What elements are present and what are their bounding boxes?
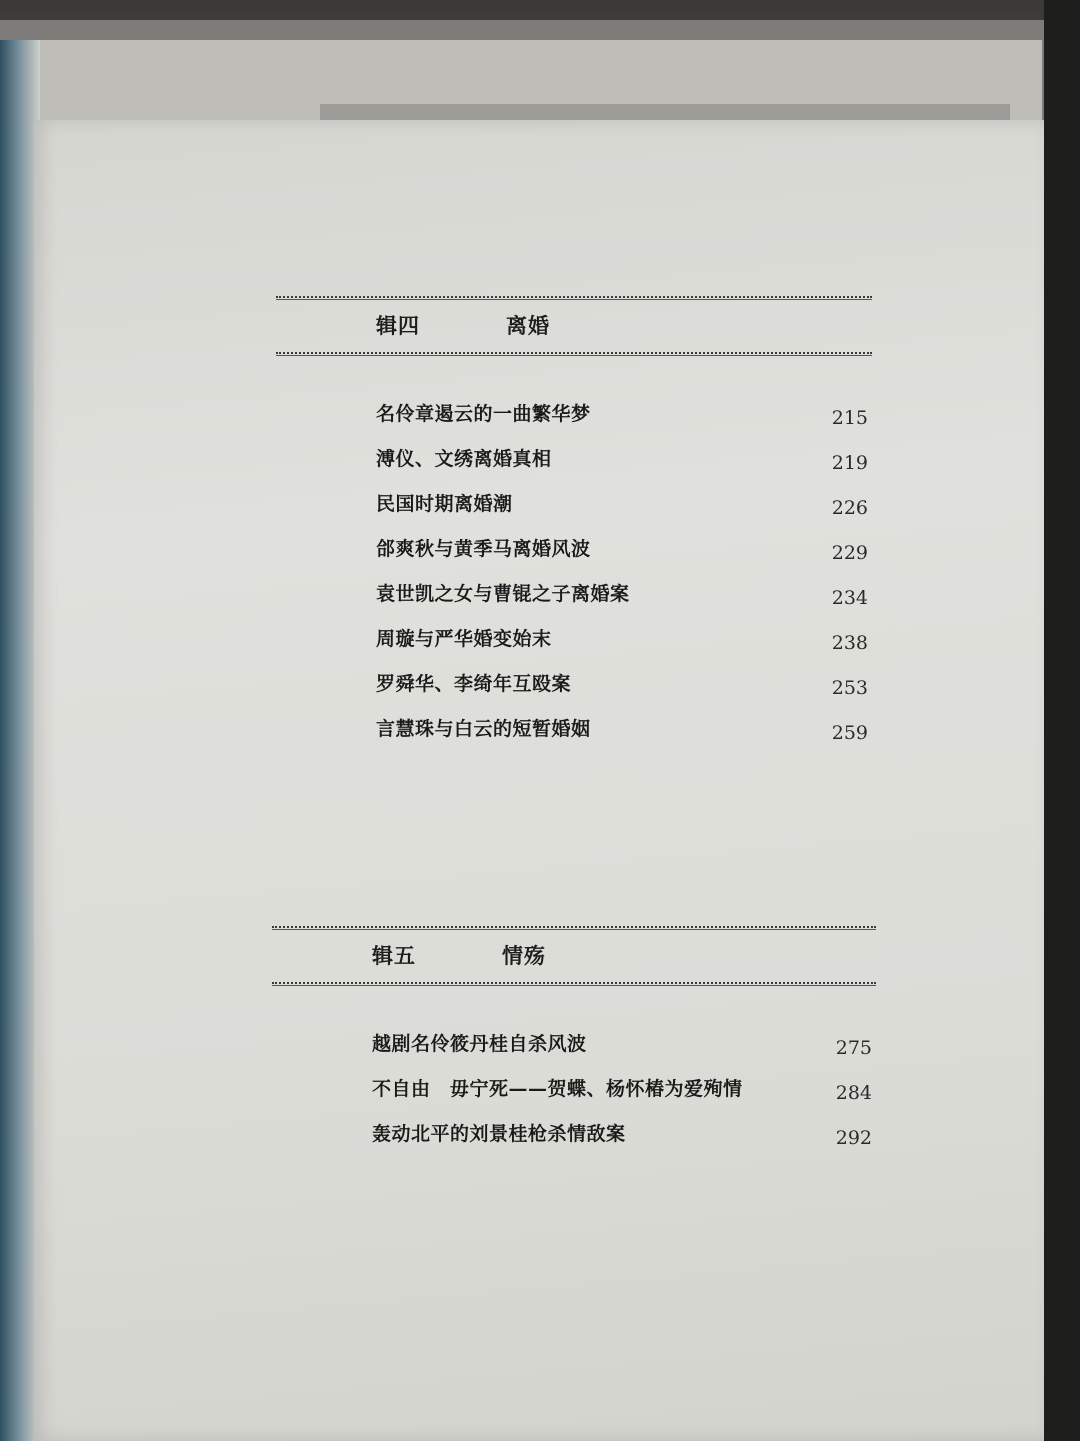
section-top-rule	[276, 296, 872, 298]
entry-page: 259	[831, 722, 868, 744]
toc-list	[276, 392, 872, 752]
entry-page: 229	[831, 542, 868, 564]
entry-title: 名伶章遏云的一曲繁华梦	[376, 403, 591, 425]
toc-entry[interactable]	[276, 617, 872, 662]
toc-entry[interactable]	[272, 1067, 876, 1112]
section-bottom-rule	[272, 982, 876, 984]
entry-title: 溥仪、文绣离婚真相	[376, 448, 552, 470]
entry-page: 238	[831, 632, 868, 654]
entry-title: 郃爽秋与黄季马离婚风波	[376, 538, 591, 560]
toc-entry[interactable]	[276, 482, 872, 527]
section-5	[272, 926, 876, 1157]
toc-entry[interactable]	[276, 707, 872, 752]
entry-page: 215	[831, 407, 868, 429]
toc-entry[interactable]	[276, 572, 872, 617]
entry-page: 292	[835, 1127, 872, 1149]
entry-page: 253	[831, 677, 868, 699]
section-name: 情殇	[502, 943, 546, 968]
entry-title: 轰动北平的刘景桂枪杀情敌案	[372, 1123, 626, 1145]
toc-entry[interactable]	[276, 437, 872, 482]
toc-entry[interactable]	[276, 392, 872, 437]
section-bottom-rule	[276, 352, 872, 354]
section-heading	[272, 928, 876, 982]
entry-title: 越剧名伶筱丹桂自杀风波	[372, 1033, 587, 1055]
section-heading	[276, 298, 872, 352]
section-4	[276, 296, 872, 752]
section-top-rule	[272, 926, 876, 928]
entry-title: 周璇与严华婚变始末	[376, 628, 552, 650]
entry-title: 民国时期离婚潮	[376, 493, 513, 515]
entry-title: 不自由 毋宁死——贺蝶、杨怀椿为爱殉情	[372, 1078, 743, 1100]
section-name: 离婚	[506, 313, 550, 338]
entry-title: 言慧珠与白云的短暂婚姻	[376, 718, 591, 740]
entry-page: 275	[835, 1037, 872, 1059]
toc-entry[interactable]	[276, 662, 872, 707]
toc-entry[interactable]	[276, 527, 872, 572]
section-number: 辑五	[372, 943, 416, 968]
entry-page: 234	[831, 587, 868, 609]
toc-entry[interactable]	[272, 1022, 876, 1067]
entry-title: 罗舜华、李绮年互殴案	[376, 673, 572, 695]
entry-page: 284	[835, 1082, 872, 1104]
entry-page: 226	[831, 497, 868, 519]
toc-entry[interactable]	[272, 1112, 876, 1157]
section-number: 辑四	[376, 313, 420, 338]
toc-list	[272, 1022, 876, 1157]
entry-page: 219	[831, 452, 868, 474]
right-shadow	[1044, 0, 1080, 1441]
entry-title: 袁世凯之女与曹锟之子离婚案	[376, 583, 630, 605]
